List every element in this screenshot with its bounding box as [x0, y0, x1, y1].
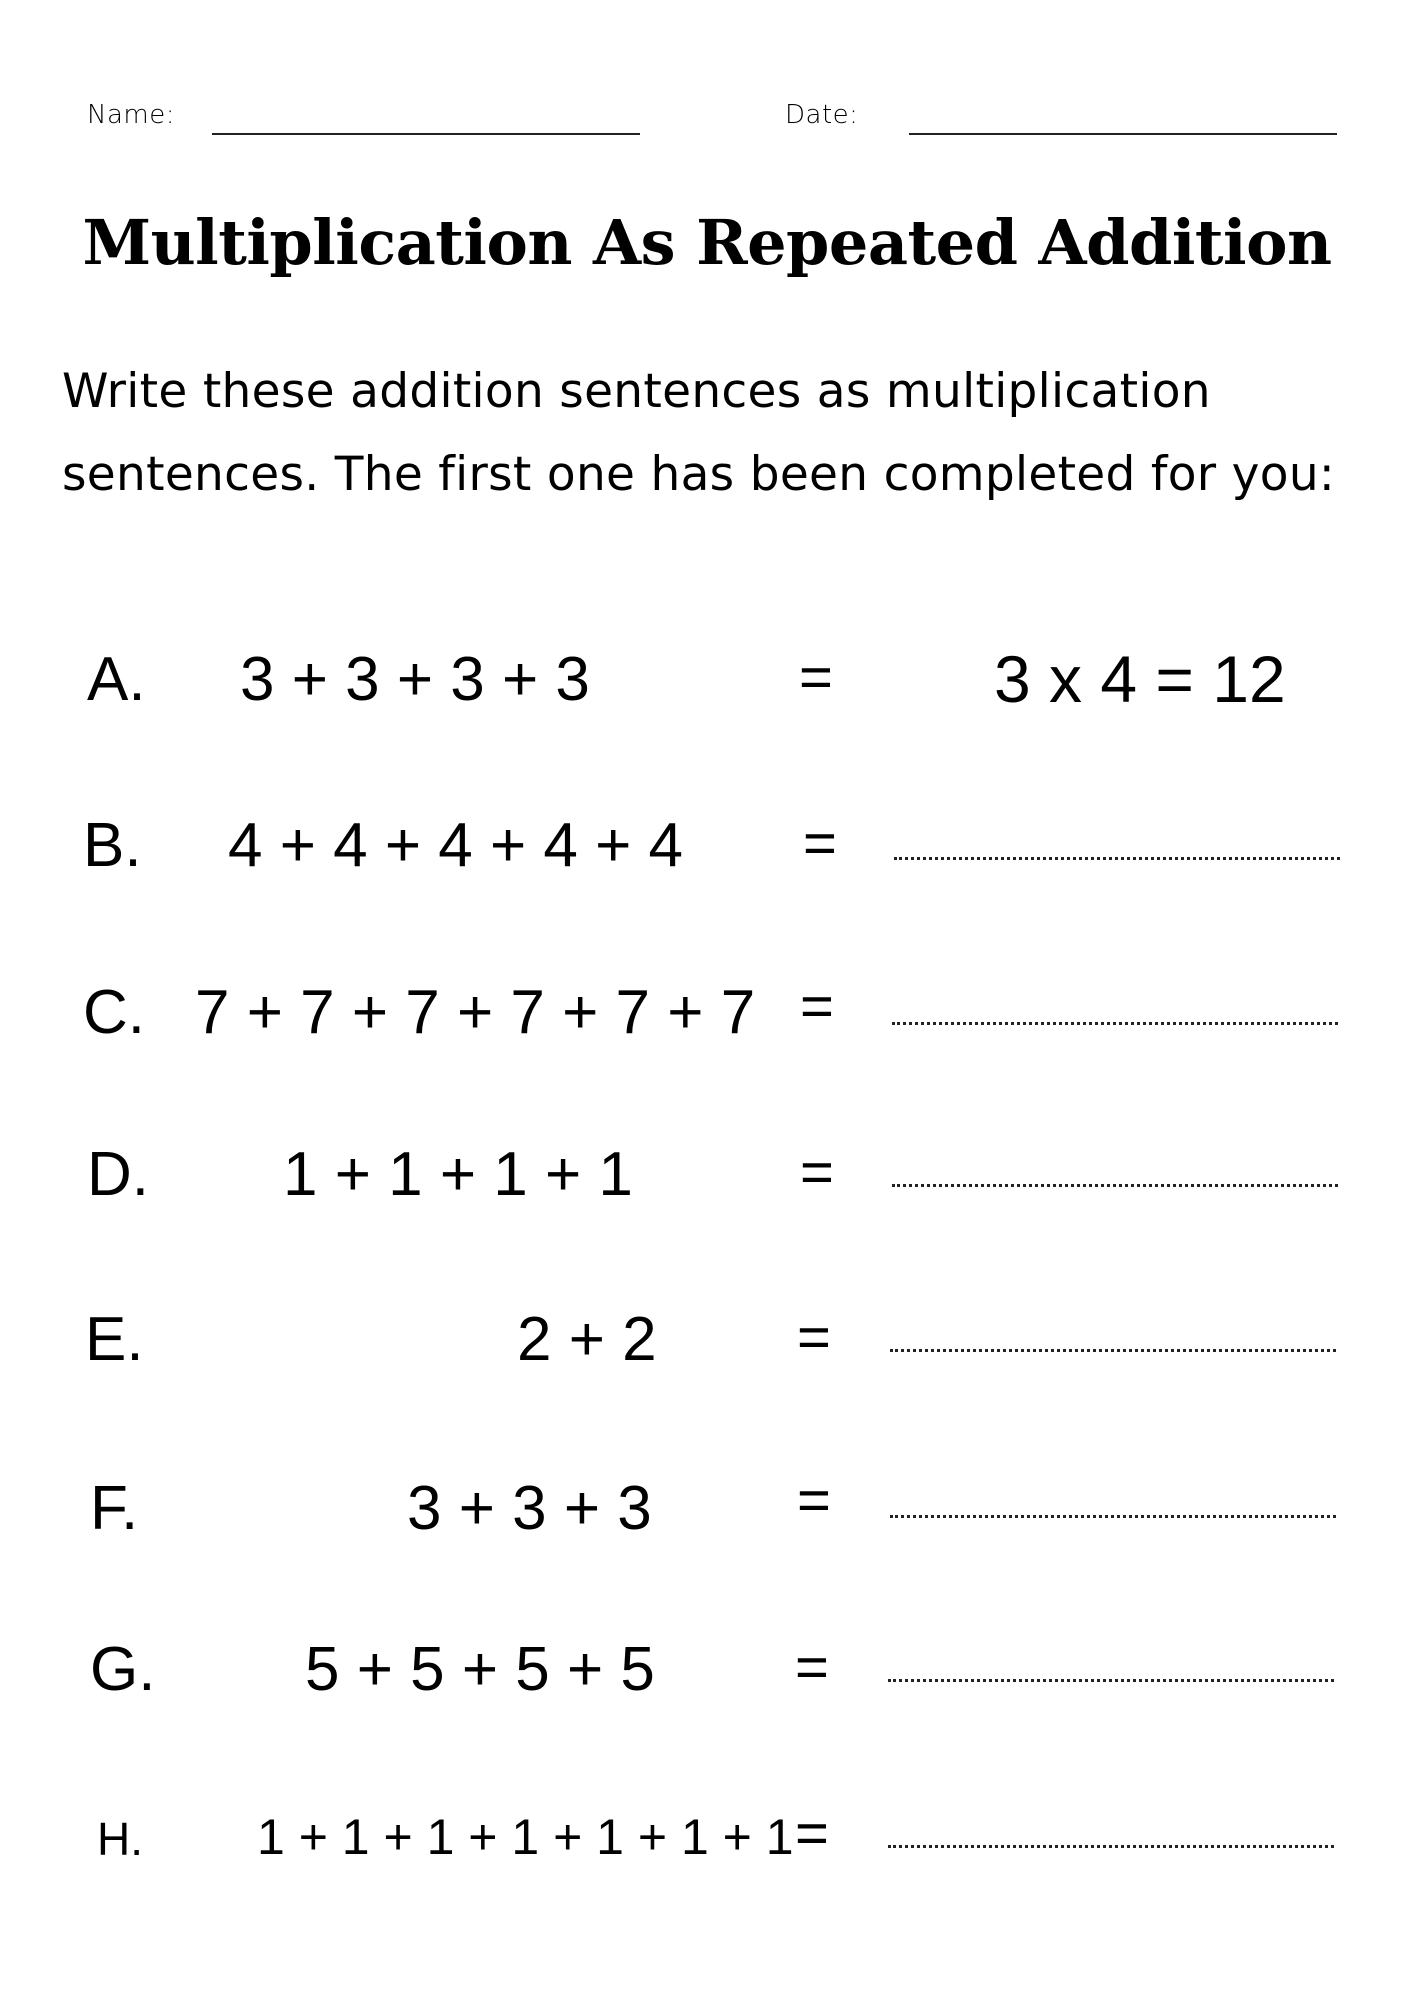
date-label: Date:: [785, 100, 859, 130]
problem-letter-b: B.: [83, 811, 142, 880]
problem-letter-h: H.: [97, 1813, 143, 1865]
page-title: Multiplication As Repeated Addition: [82, 206, 1332, 279]
problem-letter-e: E.: [85, 1305, 144, 1374]
equals-sign-a: =: [799, 645, 833, 710]
problem-letter-f: F.: [90, 1474, 139, 1543]
problem-expression-f: 3 + 3 + 3: [407, 1474, 652, 1543]
instructions-line-2: sentences. The first one has been completed for you:: [62, 447, 1336, 502]
equals-sign-b: =: [803, 811, 837, 876]
problem-letter-c: C.: [83, 978, 145, 1047]
equals-sign-g: =: [795, 1635, 829, 1700]
name-field[interactable]: [212, 133, 640, 135]
equals-sign-e: =: [797, 1305, 831, 1370]
problem-letter-d: D.: [87, 1140, 149, 1209]
problem-letter-a: A.: [87, 645, 146, 714]
equals-sign-c: =: [800, 974, 834, 1039]
problem-letter-g: G.: [90, 1635, 156, 1704]
answer-line-d[interactable]: [892, 1184, 1338, 1187]
problem-expression-h: 1 + 1 + 1 + 1 + 1 + 1 + 1: [257, 1809, 794, 1865]
problem-expression-c: 7 + 7 + 7 + 7 + 7 + 7: [195, 978, 756, 1047]
answer-example-a: 3 x 4 = 12: [994, 642, 1286, 716]
name-label: Name:: [87, 100, 175, 130]
equals-sign-h: =: [795, 1801, 829, 1866]
answer-line-e[interactable]: [890, 1349, 1336, 1352]
instructions-line-1: Write these addition sentences as multiplication: [62, 364, 1211, 419]
problem-expression-g: 5 + 5 + 5 + 5: [305, 1635, 655, 1704]
problem-expression-a: 3 + 3 + 3 + 3: [240, 645, 590, 714]
answer-line-h[interactable]: [888, 1845, 1334, 1848]
problem-expression-e: 2 + 2: [517, 1305, 657, 1374]
problem-expression-d: 1 + 1 + 1 + 1: [283, 1140, 633, 1209]
equals-sign-d: =: [800, 1140, 834, 1205]
equals-sign-f: =: [797, 1468, 831, 1533]
answer-line-c[interactable]: [892, 1022, 1338, 1025]
answer-line-b[interactable]: [894, 857, 1340, 860]
answer-line-g[interactable]: [888, 1679, 1334, 1682]
problem-expression-b: 4 + 4 + 4 + 4 + 4: [228, 811, 684, 880]
answer-line-f[interactable]: [890, 1515, 1336, 1518]
date-field[interactable]: [909, 133, 1337, 135]
